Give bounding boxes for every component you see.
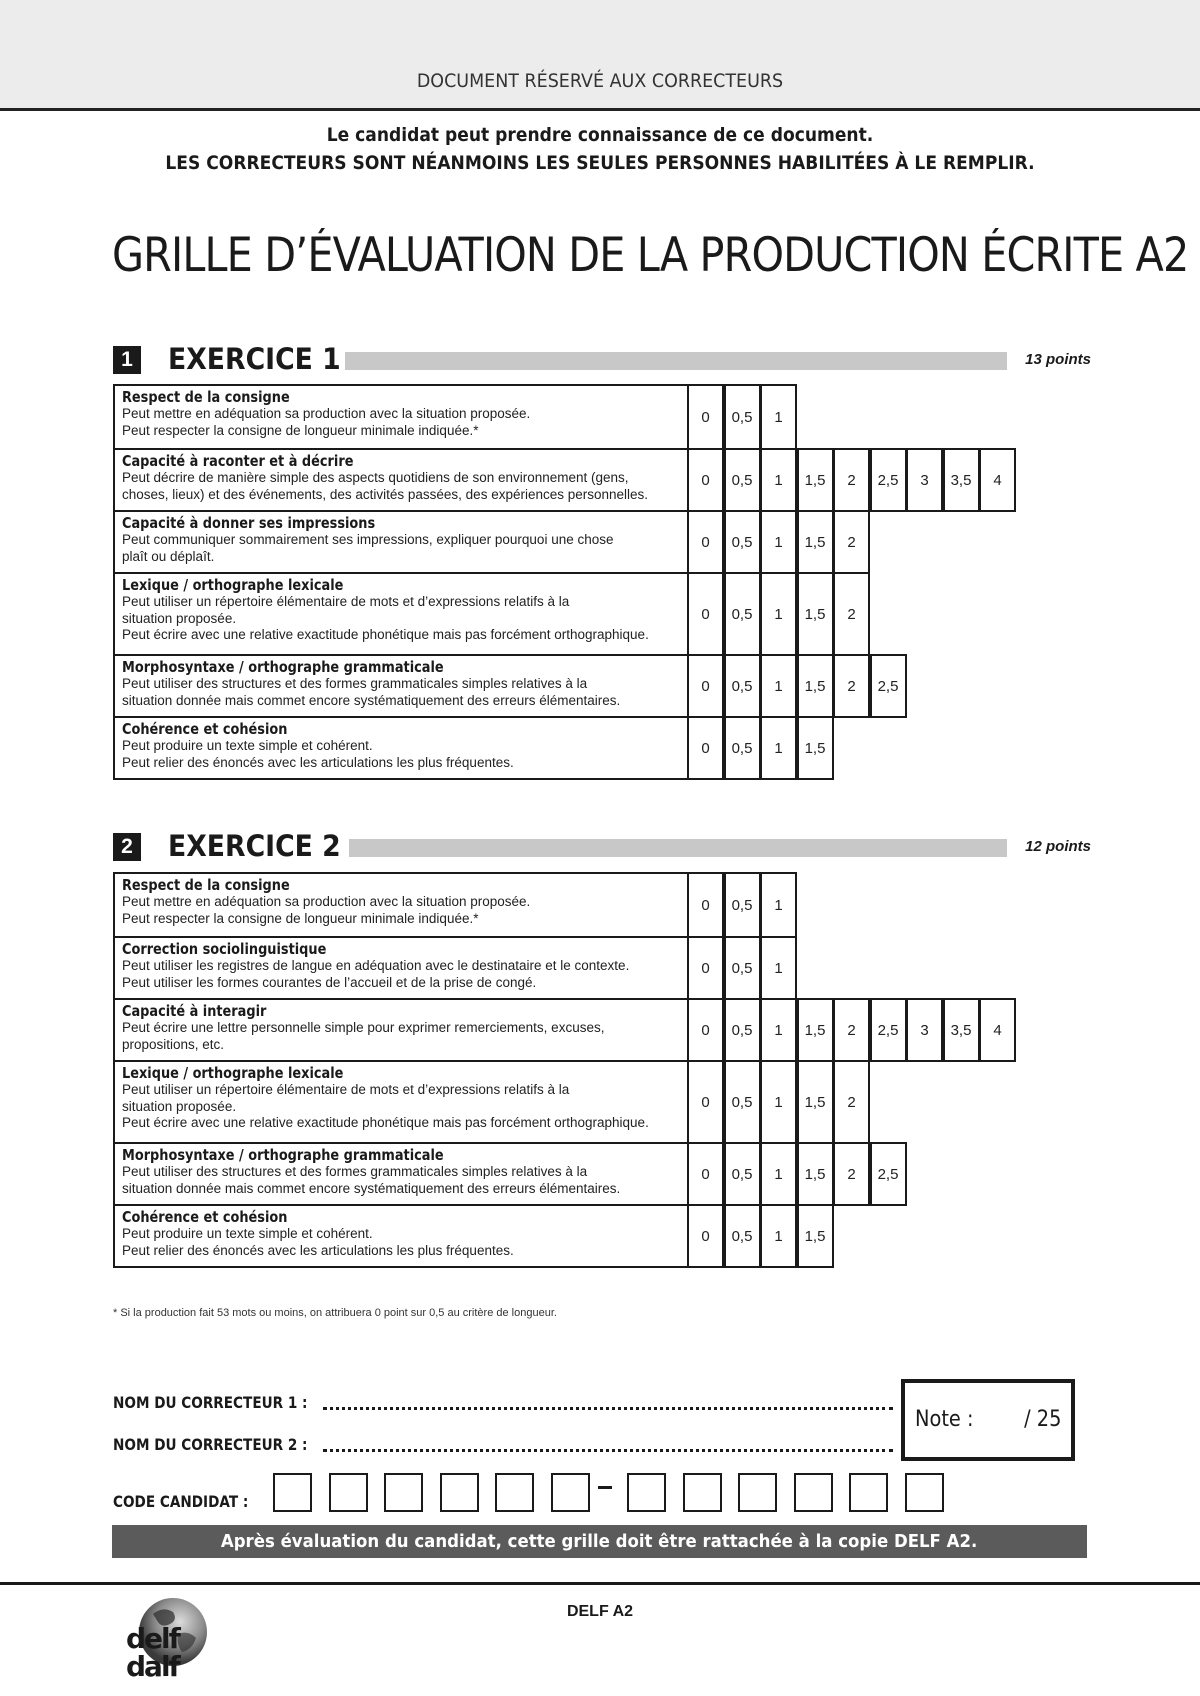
score-cell[interactable]: 4: [979, 448, 1016, 512]
candidate-code-box[interactable]: [551, 1473, 590, 1512]
reserved-label: DOCUMENT RÉSERVÉ AUX CORRECTEURS: [416, 70, 784, 92]
criterion-line: Peut utiliser des structures et des formes grammaticales simples relatives à la: [122, 676, 588, 691]
notice-line-1: Le candidat peut prendre connaissance de ce document.: [326, 124, 874, 146]
criterion-description: [113, 654, 689, 718]
criterion-title: Cohérence et cohésion: [122, 720, 288, 738]
criterion-line: Peut utiliser des structures et des formes grammaticales simples relatives à la: [122, 1164, 588, 1179]
candidate-code-label: CODE CANDIDAT :: [113, 1492, 249, 1511]
score-cell[interactable]: 1: [760, 1204, 797, 1268]
criterion-description: [113, 384, 689, 450]
candidate-code-box[interactable]: [627, 1473, 666, 1512]
criterion-row: [113, 872, 1013, 938]
score-cell[interactable]: 0,5: [724, 384, 761, 450]
criterion-description: [113, 936, 689, 1000]
score-cell[interactable]: 1,5: [797, 1060, 834, 1144]
score-cell[interactable]: 0: [687, 936, 724, 1000]
score-cell[interactable]: 2,5: [870, 1142, 907, 1206]
exercise-2-points: 12 points: [1025, 838, 1091, 855]
criterion-title: Correction sociolinguistique: [122, 940, 327, 958]
score-cell[interactable]: 0,5: [724, 1204, 761, 1268]
exercise-2-title: EXERCICE 2: [168, 829, 341, 863]
candidate-code-box[interactable]: [849, 1473, 888, 1512]
candidate-code-box[interactable]: [329, 1473, 368, 1512]
criterion-line: Peut produire un texte simple et cohérent.: [122, 738, 373, 753]
criterion-line: Peut respecter la consigne de longueur minimale indiquée.*: [122, 422, 479, 438]
score-cell[interactable]: 0,5: [724, 572, 761, 656]
criterion-line: Peut relier des énoncés avec les articulations les plus fréquentes.: [122, 1242, 514, 1258]
criterion-title: Lexique / orthographe lexicale: [122, 1064, 344, 1082]
score-cell[interactable]: 2: [833, 1060, 870, 1144]
criterion-description: [113, 872, 689, 938]
criterion-row: [113, 1060, 1013, 1144]
score-cell[interactable]: 1: [760, 998, 797, 1062]
criterion-line: Peut écrire avec une relative exactitude phonétique mais pas forcément orthographique.: [122, 1115, 649, 1130]
svg-text:dalf: dalf: [126, 1650, 179, 1682]
criterion-description: [113, 572, 689, 656]
criterion-title: Morphosyntaxe / orthographe grammaticale: [122, 658, 444, 676]
score-cell[interactable]: 3: [906, 448, 943, 512]
candidate-code-box[interactable]: [905, 1473, 944, 1512]
criterion-line: Peut décrire de manière simple des aspects quotidiens de son environnement (gens,: [122, 470, 629, 485]
criterion-title: Capacité à interagir: [122, 1002, 267, 1020]
criterion-row: [113, 448, 1013, 512]
score-cell[interactable]: 0,5: [724, 872, 761, 938]
score-cell[interactable]: 1: [760, 654, 797, 718]
candidate-code-box[interactable]: [273, 1473, 312, 1512]
criterion-line: Peut mettre en adéquation sa production avec la situation proposée.: [122, 894, 531, 909]
score-cell[interactable]: 4: [979, 998, 1016, 1062]
corrector-1-label: NOM DU CORRECTEUR 1 :: [113, 1393, 308, 1412]
score-cell[interactable]: 3: [906, 998, 943, 1062]
note-box[interactable]: [901, 1379, 1075, 1461]
score-cell[interactable]: 1: [760, 1060, 797, 1144]
corrector-2-field[interactable]: [323, 1449, 893, 1452]
candidate-code-dash: [598, 1486, 612, 1489]
score-cell[interactable]: 1,5: [797, 448, 834, 512]
criterion-description: [113, 716, 689, 780]
attachment-banner-text: Après évaluation du candidat, cette grille doit être rattachée à la copie DELF A2.: [221, 1531, 978, 1552]
attachment-banner: [112, 1525, 1087, 1558]
score-cell[interactable]: 0: [687, 872, 724, 938]
criterion-line: Peut respecter la consigne de longueur minimale indiquée.*: [122, 910, 479, 926]
score-cell[interactable]: 2: [833, 448, 870, 512]
criterion-line: Peut communiquer sommairement ses impressions, expliquer pourquoi une chose: [122, 532, 614, 547]
criterion-description: [113, 1204, 689, 1268]
score-cell[interactable]: 0,5: [724, 654, 761, 718]
criterion-row: [113, 716, 1013, 780]
exercise-2-number: 2: [113, 833, 141, 861]
score-cell[interactable]: 0: [687, 654, 724, 718]
criterion-row: [113, 1204, 1013, 1268]
criterion-title: Capacité à raconter et à décrire: [122, 452, 354, 470]
score-cell[interactable]: 0,5: [724, 510, 761, 574]
criterion-line: plaît ou déplaît.: [122, 548, 215, 564]
criterion-line: Peut produire un texte simple et cohérent.: [122, 1226, 373, 1241]
score-cell[interactable]: 2: [833, 998, 870, 1062]
note-label: Note :: [915, 1407, 974, 1432]
score-cell[interactable]: 1,5: [797, 1142, 834, 1206]
criterion-title: Morphosyntaxe / orthographe grammaticale: [122, 1146, 444, 1164]
criterion-description: [113, 1060, 689, 1144]
criterion-line: Peut relier des énoncés avec les articulations les plus fréquentes.: [122, 754, 514, 770]
criterion-line: Peut écrire avec une relative exactitude phonétique mais pas forcément orthographique.: [122, 627, 649, 642]
delf-dalf-logo: [118, 1594, 218, 1682]
score-cell[interactable]: 1: [760, 716, 797, 780]
criterion-row: [113, 936, 1013, 1000]
footer-rule: [0, 1582, 1200, 1585]
score-cell[interactable]: 0: [687, 384, 724, 450]
svg-text:delf: delf: [126, 1622, 179, 1655]
criterion-line: propositions, etc.: [122, 1036, 225, 1052]
exercise-1-number: 1: [113, 346, 141, 374]
candidate-code-box[interactable]: [683, 1473, 722, 1512]
note-max: / 25: [1023, 1407, 1061, 1432]
score-cell[interactable]: 0,5: [724, 998, 761, 1062]
criterion-line: Peut utiliser les formes courantes de l’accueil et de la prise de congé.: [122, 974, 537, 990]
score-cell[interactable]: 0,5: [724, 1142, 761, 1206]
score-cell[interactable]: 2: [833, 1142, 870, 1206]
criterion-title: Lexique / orthographe lexicale: [122, 576, 344, 594]
criterion-description: [113, 448, 689, 512]
candidate-code-box[interactable]: [384, 1473, 423, 1512]
exercise-1-header: [113, 342, 1091, 376]
criterion-row: [113, 572, 1013, 656]
score-cell[interactable]: 1: [760, 448, 797, 512]
score-cell[interactable]: 1,5: [797, 510, 834, 574]
score-cell[interactable]: 0,5: [724, 448, 761, 512]
exercise-2-bar: [349, 839, 1007, 857]
page-title: GRILLE D’ÉVALUATION DE LA PRODUCTION ÉCRITE A2: [112, 228, 1189, 283]
footnote: * Si la production fait 53 mots ou moins, on attribuera 0 point sur 0,5 au critère de longueur.: [113, 1307, 557, 1319]
score-cell[interactable]: 1,5: [797, 572, 834, 656]
exercise-2-header: [113, 829, 1091, 863]
score-cell[interactable]: 2,5: [870, 998, 907, 1062]
corrector-1-field[interactable]: [323, 1407, 893, 1410]
score-cell[interactable]: 3,5: [943, 998, 980, 1062]
score-cell[interactable]: 0: [687, 1204, 724, 1268]
score-cell[interactable]: 1: [760, 572, 797, 656]
criterion-row: [113, 1142, 1013, 1206]
criterion-title: Capacité à donner ses impressions: [122, 514, 376, 532]
criterion-row: [113, 384, 1013, 450]
criterion-title: Cohérence et cohésion: [122, 1208, 288, 1226]
score-cell[interactable]: 0,5: [724, 716, 761, 780]
candidate-code-box[interactable]: [738, 1473, 777, 1512]
score-cell[interactable]: 1,5: [797, 1204, 834, 1268]
corrector-2-label: NOM DU CORRECTEUR 2 :: [113, 1435, 308, 1454]
candidate-code-box[interactable]: [495, 1473, 534, 1512]
score-cell[interactable]: 3,5: [943, 448, 980, 512]
criterion-description: [113, 510, 689, 574]
score-cell[interactable]: 2: [833, 510, 870, 574]
score-cell[interactable]: 1: [760, 510, 797, 574]
score-cell[interactable]: 0: [687, 510, 724, 574]
score-cell[interactable]: 1: [760, 1142, 797, 1206]
score-cell[interactable]: 1: [760, 872, 797, 938]
score-cell[interactable]: 1: [760, 384, 797, 450]
score-cell[interactable]: 0,5: [724, 1060, 761, 1144]
score-cell[interactable]: 1,5: [797, 654, 834, 718]
score-cell[interactable]: 1: [760, 936, 797, 1000]
criterion-line: Peut utiliser les registres de langue en adéquation avec le destinataire et le contexte.: [122, 958, 630, 973]
criterion-line: situation proposée.: [122, 1098, 237, 1114]
criterion-line: situation proposée.: [122, 610, 237, 626]
exercise-1-points: 13 points: [1025, 351, 1091, 368]
criterion-row: [113, 998, 1013, 1062]
criterion-line: Peut mettre en adéquation sa production avec la situation proposée.: [122, 406, 531, 421]
score-cell[interactable]: 0,5: [724, 936, 761, 1000]
candidate-code-box[interactable]: [794, 1473, 833, 1512]
score-cell[interactable]: 0: [687, 1060, 724, 1144]
criterion-line: situation donnée mais commet encore systématiquement des erreurs élémentaires.: [122, 692, 621, 708]
score-cell[interactable]: 1,5: [797, 998, 834, 1062]
score-cell[interactable]: 0: [687, 998, 724, 1062]
criterion-line: Peut utiliser un répertoire élémentaire de mots et d’expressions relatifs à la: [122, 1082, 570, 1097]
score-cell[interactable]: 2: [833, 572, 870, 656]
criterion-row: [113, 510, 1013, 574]
criterion-row: [113, 654, 1013, 718]
notice-line-2: LES CORRECTEURS SONT NÉANMOINS LES SEULES PERSONNES HABILITÉES À LE REMPLIR.: [165, 152, 1035, 174]
footer-label: DELF A2: [566, 1603, 634, 1620]
criterion-description: [113, 998, 689, 1062]
criterion-title: Respect de la consigne: [122, 388, 290, 406]
criterion-description: [113, 1142, 689, 1206]
score-cell[interactable]: 2,5: [870, 448, 907, 512]
criterion-line: Peut utiliser un répertoire élémentaire de mots et d’expressions relatifs à la: [122, 594, 570, 609]
score-cell[interactable]: 0: [687, 572, 724, 656]
criterion-line: situation donnée mais commet encore systématiquement des erreurs élémentaires.: [122, 1180, 621, 1196]
exercise-1-bar: [345, 352, 1007, 370]
score-cell[interactable]: 0: [687, 1142, 724, 1206]
score-cell[interactable]: 1,5: [797, 716, 834, 780]
criterion-title: Respect de la consigne: [122, 876, 290, 894]
score-cell[interactable]: 0: [687, 716, 724, 780]
criterion-line: choses, lieux) et des événements, des activités passées, des expériences personnelles.: [122, 486, 649, 502]
header-band: [0, 0, 1200, 111]
exercise-1-title: EXERCICE 1: [168, 342, 341, 376]
score-cell[interactable]: 0: [687, 448, 724, 512]
score-cell[interactable]: 2: [833, 654, 870, 718]
candidate-code-box[interactable]: [440, 1473, 479, 1512]
criterion-line: Peut écrire une lettre personnelle simple pour exprimer remerciements, excuses,: [122, 1020, 605, 1035]
score-cell[interactable]: 2,5: [870, 654, 907, 718]
